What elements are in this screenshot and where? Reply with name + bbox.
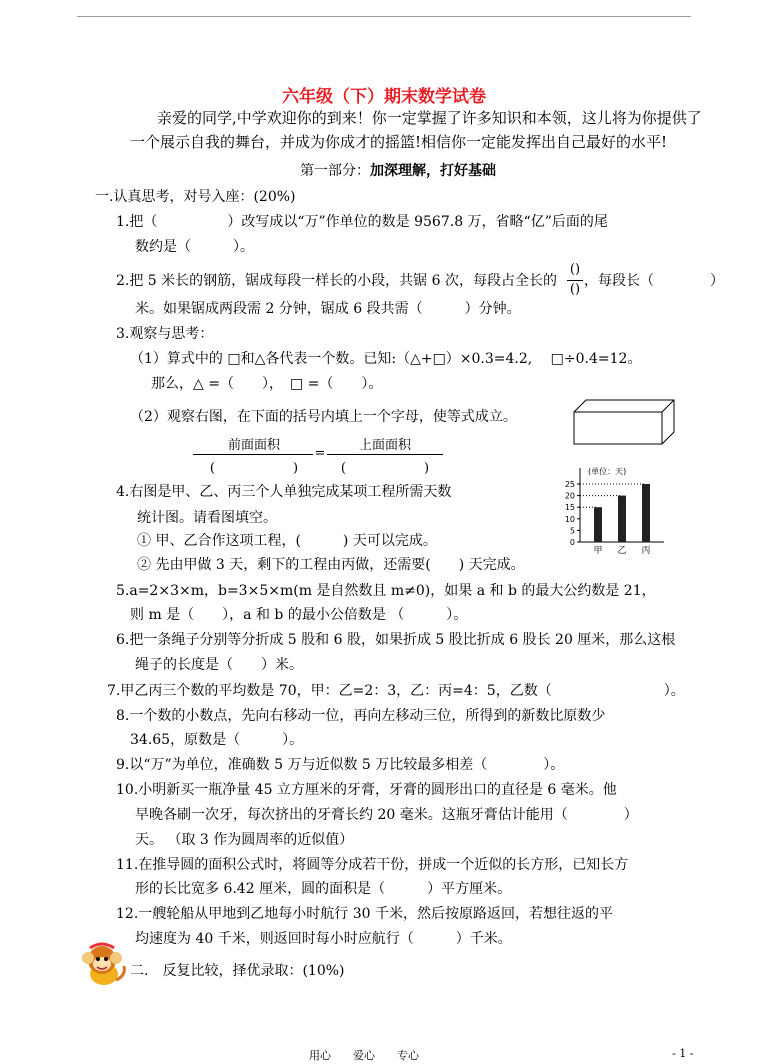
- monkey-mascot-icon: [78, 940, 130, 988]
- q2-line-1b: ，每段长（ ）: [584, 273, 724, 289]
- q2-frac-den: (): [569, 282, 581, 297]
- chart-y-tick-label: 20: [564, 491, 575, 501]
- q6-line-1: 6.把一条绳子分别等分折成 5 股和 6 股，如果折成 5 股比折成 6 股长 20 厘米，那么这根: [116, 632, 676, 648]
- q1-line-1: 1.把（ ）改写成以“万”作单位的数是 9567.8 万，省略“亿”后面的尾: [116, 214, 608, 230]
- q3-heading: 3.观察与思考：: [116, 326, 214, 342]
- q6-line-2: 绳子的长度是（ ）米。: [135, 657, 303, 673]
- chart-bar-甲: [594, 507, 602, 542]
- intro-line-1: 亲爱的同学,中学欢迎你的到来！你一定掌握了许多知识和本领，这儿将为你提供了: [157, 109, 702, 127]
- q3-1-line-1: （1）算式中的 □和△各代表一个数。已知:（△+□）×0.3=4.2, □÷0.4=12。: [130, 351, 642, 367]
- q7-line: 7.甲乙丙三个数的平均数是 70，甲：乙=2：3，乙：丙=4：5，乙数（ ）。: [107, 683, 685, 699]
- chart-y-tick-label: 0: [569, 538, 575, 547]
- q4-line-1: 4.右图是甲、乙、丙三个人单独完成某项工程所需天数: [116, 484, 452, 500]
- q8-line-1: 8.一个数的小数点，先向右移动一位，再向左移动三位，所得到的新数比原数少: [116, 708, 606, 724]
- part1-prefix: 第一部分：: [300, 163, 370, 179]
- q8-line-2: 34.65，原数是（ ）。: [130, 732, 304, 748]
- page-number: - 1 -: [672, 1047, 694, 1060]
- section2-title: 二. 反复比较，择优录取：(10%): [130, 963, 345, 979]
- q10-line-3: 天。 （取 3 作为圆周率的近似值）: [135, 832, 354, 848]
- q11-line-2: 形的长比宽多 6.42 厘米，圆的面积是（ ）平方厘米。: [135, 881, 512, 897]
- q5-line-1: 5.a=2×3×m，b=3×5×m(m 是自然数且 m≠0)，如果 a 和 b 的最大公约数是 21，: [116, 583, 656, 599]
- chart-category-label: 乙: [617, 546, 627, 556]
- q12-line-2: 均速度为 40 千米，则返回时每小时应航行（ ）千米。: [135, 931, 512, 947]
- eq-sign: =: [314, 446, 326, 461]
- eq-left-den: ( ): [209, 461, 299, 476]
- section1-title: 一.认真思考，对号入座：(20%): [95, 189, 296, 205]
- chart-category-label: 丙: [641, 546, 651, 556]
- chart-y-tick-label: 10: [564, 514, 575, 524]
- chart-bar-丙: [642, 484, 650, 542]
- eq-right-bar: [327, 454, 443, 455]
- q10-line-2: 早晚各刷一次牙，每次挤出的牙膏长约 20 毫米。这瓶牙膏估计能用（ ）: [135, 807, 638, 823]
- cuboid-outline: [574, 400, 674, 444]
- eq-right-num: 上面面积: [358, 438, 411, 453]
- q4-line-3: ① 甲、乙合作这项工程，( ) 天可以完成。: [137, 533, 437, 549]
- q10-line-1: 10.小明新买一瓶净量 45 立方厘米的牙膏，牙膏的圆形出口的直径是 6 毫米。他: [116, 782, 617, 798]
- part1-heading: [300, 160, 496, 180]
- eq-right-den: ( ): [340, 461, 430, 476]
- cuboid-edge: [662, 400, 674, 412]
- q2-line-2: 米。如果锯成两段需 2 分钟，锯成 6 段共需（ ）分钟。: [135, 301, 521, 317]
- q1-line-2: 数约是（ ）。: [135, 239, 254, 255]
- part1-bold: 加深理解，打好基础: [370, 163, 496, 179]
- days-bar-chart: [558, 462, 670, 562]
- chart-bar-乙: [618, 496, 626, 542]
- q3-1-line-2: 那么，△ =（ ）， □ =（ ）。: [151, 376, 383, 392]
- q5-line-2: 则 m 是（ ），a 和 b 的最小公倍数是 （ ）。: [130, 607, 468, 623]
- q4-line-4: ② 先由甲做 3 天，剩下的工程由丙做，还需要( ) 天完成。: [137, 557, 525, 573]
- chart-y-tick-label: 15: [564, 503, 575, 513]
- chart-ylabel: (单位：天): [588, 467, 627, 476]
- q2-frac-bar: [567, 280, 583, 281]
- q9-line: 9.以“万”为单位，准确数 5 万与近似数 5 万比较最多相差（ ）。: [116, 757, 565, 773]
- chart-y-tick-label: 25: [564, 480, 575, 489]
- header-rule: [77, 16, 691, 17]
- q2-frac-num: (): [569, 262, 581, 277]
- chart-category-label: 甲: [593, 546, 603, 556]
- eq-left-num: 前面面积: [227, 438, 280, 453]
- q12-line-1: 12.一艘轮船从甲地到乙地每小时航行 30 千米，然后按原路返回，若想往返的平: [116, 906, 613, 922]
- q3-2-text: （2）观察右图，在下面的括号内填上一个字母，使等式成立。: [130, 409, 517, 425]
- q2-line-1: 2.把 5 米长的钢筋，锯成每段一样长的小段，共锯 6 次，每段占全长的: [116, 273, 557, 289]
- q11-line-1: 11.在推导圆的面积公式时，将圆等分成若干份，拼成一个近似的长方形，已知长方: [116, 857, 629, 873]
- eq-left-bar: [193, 454, 313, 455]
- cuboid-diagram: [566, 396, 686, 468]
- chart-y-tick-label: 5: [569, 526, 575, 536]
- q4-line-2: 统计图。请看图填空。: [137, 510, 277, 526]
- intro-line-2: 一个展示自我的舞台，并成为你成才的摇篮!相信你一定能发挥出自己最好的水平!: [130, 133, 668, 151]
- footer-motto: 用心 爱心 专心: [309, 1049, 419, 1062]
- page-title: 六年级（下）期末数学试卷: [282, 87, 486, 107]
